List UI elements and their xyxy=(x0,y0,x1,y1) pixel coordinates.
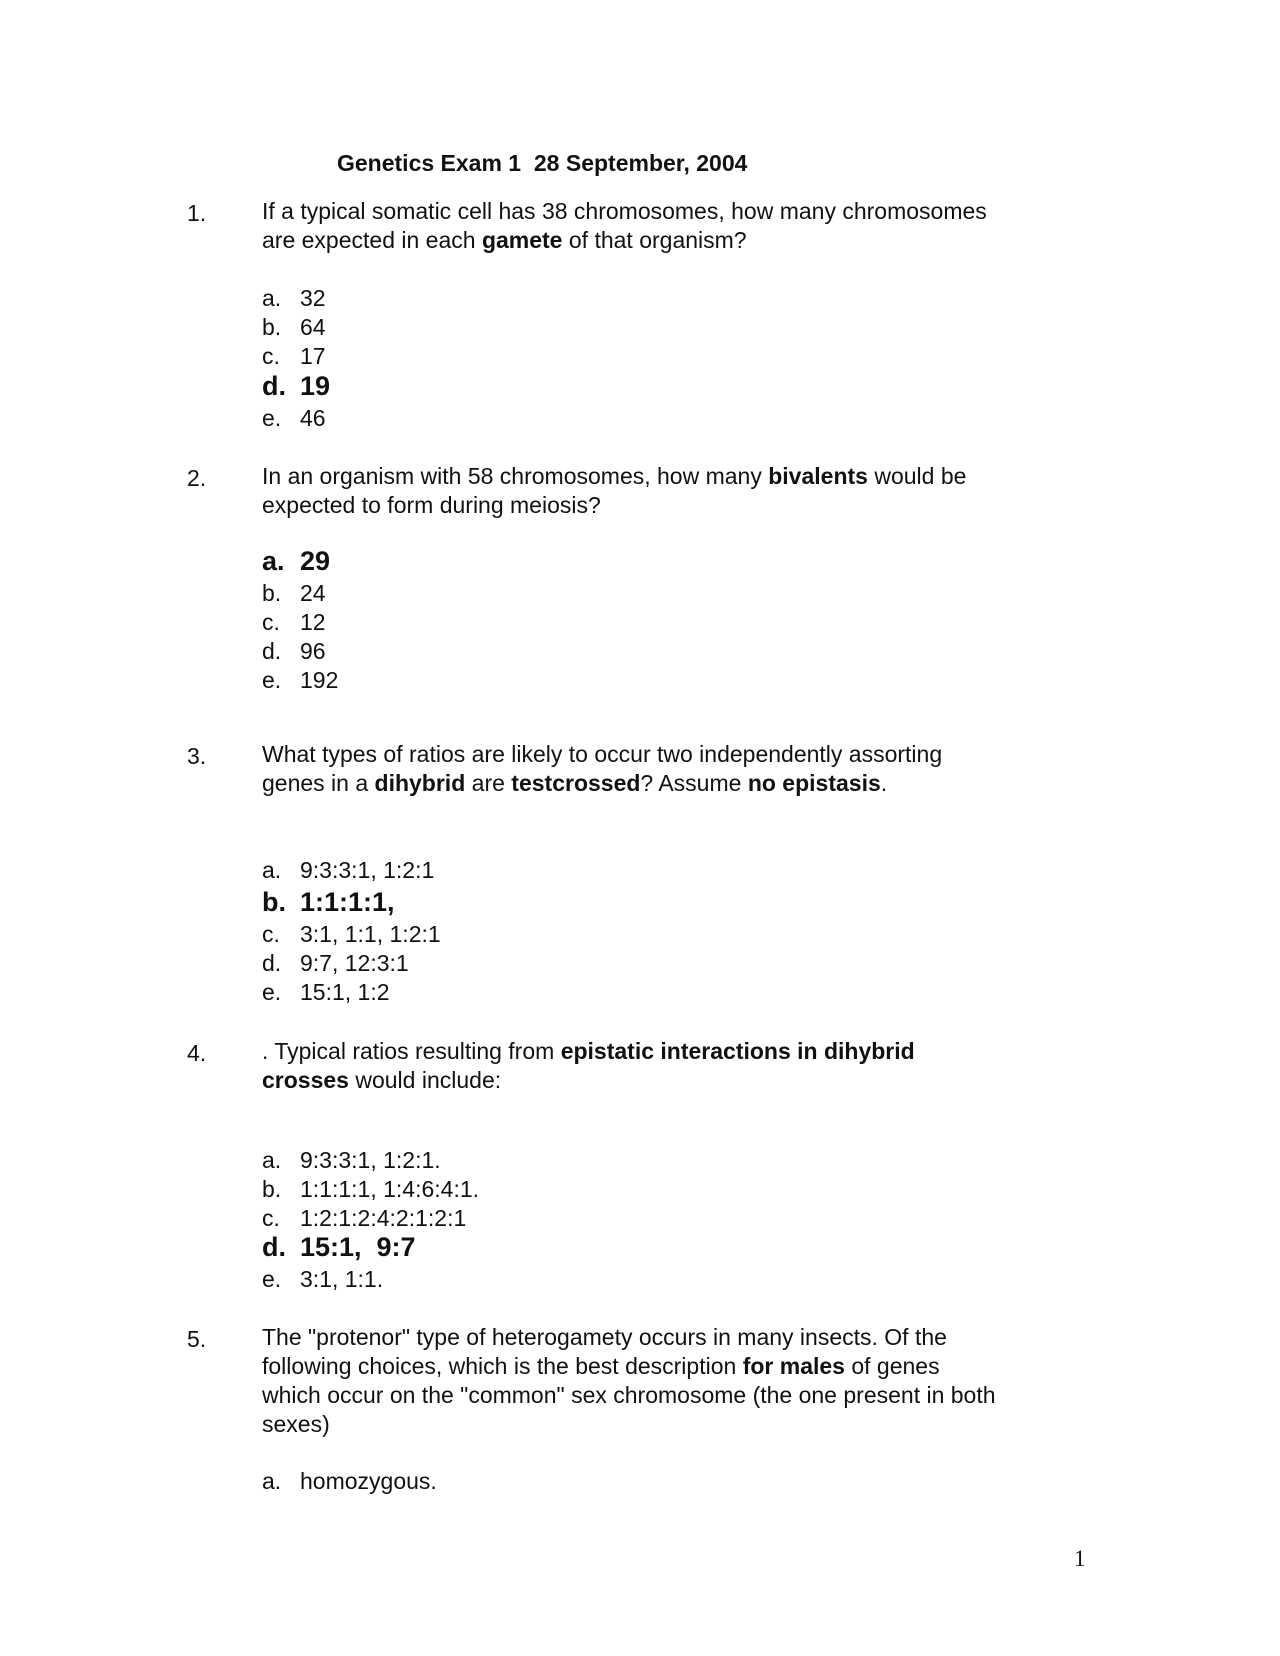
question-4-number: 4. xyxy=(187,1040,207,1066)
question-text-segment: What types of ratios are likely to occur two independently assorting genes in a xyxy=(262,741,943,796)
option-text: 9:3:3:1, 1:2:1 xyxy=(300,857,435,883)
option-text: 15:1, 1:2 xyxy=(300,979,390,1005)
option-text: homozygous. xyxy=(300,1468,437,1494)
option-letter: c. xyxy=(262,343,280,369)
question-1-option-a xyxy=(262,284,326,313)
question-3-text xyxy=(262,740,1002,798)
question-3-option-d xyxy=(262,949,409,978)
question-text-segment: If a typical somatic cell has 38 chromosomes, how many chromosomes are expected in each xyxy=(262,198,987,253)
option-text: 24 xyxy=(300,580,326,606)
question-4-text xyxy=(262,1037,1002,1095)
option-text: 17 xyxy=(300,343,326,369)
option-text: 9:7, 12:3:1 xyxy=(300,950,409,976)
question-3-option-a xyxy=(262,856,434,885)
option-text: 192 xyxy=(300,667,339,693)
question-4-option-c xyxy=(262,1204,466,1233)
option-text: 1:2:1:2:4:2:1:2:1 xyxy=(300,1205,467,1231)
option-letter: e. xyxy=(262,1266,282,1292)
emphasized-term: bivalents xyxy=(768,463,868,489)
emphasized-term: gamete xyxy=(481,227,563,253)
question-1-option-b xyxy=(262,313,326,342)
question-2-option-a-answer xyxy=(262,547,330,576)
exam-title: Genetics Exam 1 28 September, 2004 xyxy=(337,150,748,176)
emphasized-term: testcrossed xyxy=(511,770,641,796)
question-text-segment: The "protenor" type of heterogamety occurs in many insects. Of the following choices, which is the best description xyxy=(262,1324,947,1379)
option-text: 32 xyxy=(300,285,326,311)
question-5-option-a xyxy=(262,1467,437,1496)
option-text: 1:1:1:1, xyxy=(300,887,395,917)
question-2-text xyxy=(262,462,1002,520)
question-4-option-b xyxy=(262,1175,479,1204)
question-1-option-e xyxy=(262,404,326,433)
option-text: 9:3:3:1, 1:2:1. xyxy=(300,1147,441,1173)
emphasized-term: no epistasis xyxy=(747,770,881,796)
option-text: 3:1, 1:1. xyxy=(300,1266,384,1292)
question-text-segment: would be expected to form during meiosis? xyxy=(262,463,967,518)
emphasized-term: dihybrid xyxy=(374,770,466,796)
option-text: 12 xyxy=(300,609,326,635)
option-letter: a. xyxy=(262,1468,282,1494)
question-1-option-c xyxy=(262,342,326,371)
option-letter: a. xyxy=(262,285,282,311)
option-text: 15:1, 9:7 xyxy=(300,1232,416,1262)
option-text: 19 xyxy=(300,371,331,401)
question-4-option-e xyxy=(262,1265,383,1294)
option-text: 1:1:1:1, 1:4:6:4:1. xyxy=(300,1176,480,1202)
question-4-option-a xyxy=(262,1146,441,1175)
emphasized-term: for males xyxy=(742,1353,845,1379)
option-letter: a. xyxy=(262,546,285,576)
option-letter: e. xyxy=(262,979,282,1005)
question-3-option-b-answer xyxy=(262,888,395,917)
option-letter: e. xyxy=(262,405,282,431)
option-letter: a. xyxy=(262,857,282,883)
option-letter: c. xyxy=(262,921,280,947)
option-letter: d. xyxy=(262,950,282,976)
question-text-segment: of genes which occur on the "common" sex chromosome (the one present in both sexes) xyxy=(262,1353,996,1437)
question-5-text xyxy=(262,1323,1002,1439)
option-letter: b. xyxy=(262,580,282,606)
question-text-segment: ? Assume xyxy=(640,770,748,796)
option-letter: c. xyxy=(262,609,280,635)
option-letter: b. xyxy=(262,887,286,917)
option-text: 29 xyxy=(300,546,331,576)
question-text-segment: of that organism? xyxy=(562,227,747,253)
option-letter: c. xyxy=(262,1205,280,1231)
option-letter: d. xyxy=(262,1232,286,1262)
option-letter: b. xyxy=(262,314,282,340)
question-text-segment: would include: xyxy=(348,1067,502,1093)
question-2-option-b xyxy=(262,579,326,608)
page-number: 1 xyxy=(1074,1546,1086,1571)
option-text: 96 xyxy=(300,638,326,664)
question-1-option-d-answer xyxy=(262,372,330,401)
option-letter: b. xyxy=(262,1176,282,1202)
question-2-number: 2. xyxy=(187,465,207,491)
option-text: 46 xyxy=(300,405,326,431)
question-3-option-e xyxy=(262,978,390,1007)
question-text-segment: . Typical ratios resulting from xyxy=(262,1038,561,1064)
question-2-option-d xyxy=(262,637,326,666)
option-text: 64 xyxy=(300,314,326,340)
question-text-segment: In an organism with 58 chromosomes, how many xyxy=(262,463,769,489)
question-3-option-c xyxy=(262,920,441,949)
question-3-number: 3. xyxy=(187,743,207,769)
question-5-number: 5. xyxy=(187,1326,207,1352)
option-letter: e. xyxy=(262,667,282,693)
option-letter: a. xyxy=(262,1147,282,1173)
question-text-segment: . xyxy=(880,770,888,796)
option-letter: d. xyxy=(262,371,286,401)
question-1-text xyxy=(262,197,1002,255)
question-2-option-c xyxy=(262,608,326,637)
emphasized-term: epistatic interactions in dihybrid crosses xyxy=(262,1038,915,1093)
option-letter: d. xyxy=(262,638,282,664)
question-2-option-e xyxy=(262,666,338,695)
question-1-number: 1. xyxy=(187,200,207,226)
question-4-option-d-answer xyxy=(262,1233,416,1262)
option-text: 3:1, 1:1, 1:2:1 xyxy=(300,921,441,947)
question-text-segment: are xyxy=(465,770,512,796)
